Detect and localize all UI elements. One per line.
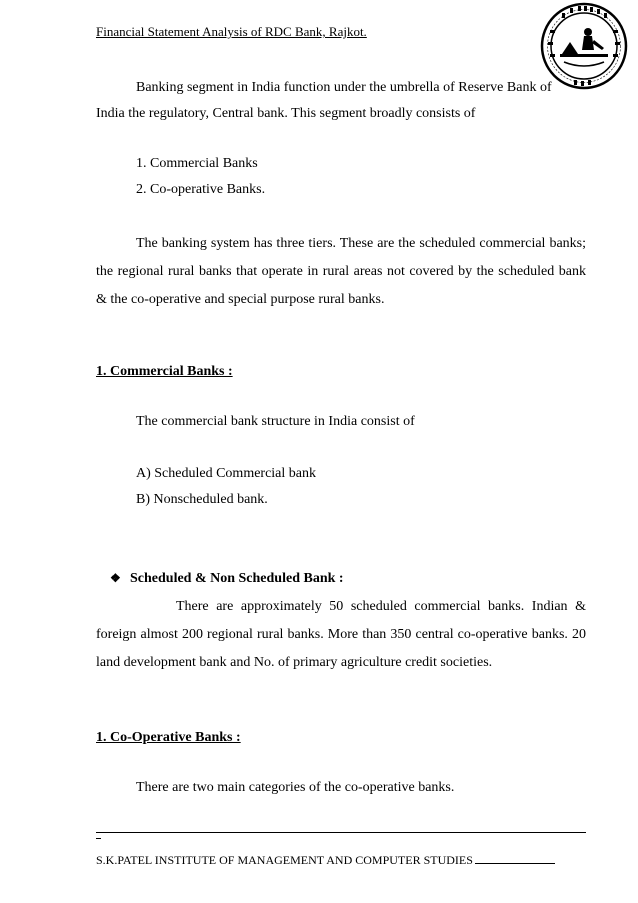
- footer-underline: [475, 853, 555, 864]
- list-item: 2. Co-operative Banks.: [136, 182, 266, 197]
- diamond-bullet-icon: ❖: [110, 571, 121, 585]
- page-header-title: Financial Statement Analysis of RDC Bank, Rajkot.: [96, 24, 367, 39]
- cooperative-intro: There are two main categories of the co-operative banks.: [136, 780, 455, 795]
- footer-institute-name: S.K.PATEL INSTITUTE OF MANAGEMENT AND COMPUTER STUDIES: [96, 853, 473, 867]
- footer-rule: [96, 832, 586, 833]
- intro-line-1: Banking segment in India function under the umbrella of Reserve Bank of: [136, 80, 552, 95]
- list-item: 1. Commercial Banks: [136, 156, 258, 171]
- list-item: B) Nonscheduled bank.: [136, 492, 268, 507]
- tiers-paragraph: The banking system has three tiers. These are the scheduled commercial banks; the regional rural banks that operate in rural areas not covered by the scheduled bank & the co-operative and special purpose rural banks.: [96, 236, 586, 307]
- intro-line-2: India the regulatory, Central bank. This segment broadly consists of: [96, 106, 476, 121]
- scheduled-heading-text: Scheduled & Non Scheduled Bank :: [130, 571, 344, 586]
- commercial-intro: The commercial bank structure in India consist of: [136, 414, 415, 429]
- list-item: A) Scheduled Commercial bank: [136, 466, 317, 481]
- footer-tick: [96, 838, 101, 839]
- section-heading-cooperative-banks: 1. Co-Operative Banks :: [96, 730, 241, 745]
- section-heading-scheduled: [110, 571, 344, 587]
- scheduled-paragraph: There are approximately 50 scheduled commercial banks. Indian & foreign almost 200 regional rural banks. More than 350 central co-operative banks. 20 land development bank and No. of primary agriculture credit societies.: [96, 599, 586, 670]
- bank-seal-logo: [540, 2, 628, 90]
- section-heading-commercial-banks: 1. Commercial Banks :: [96, 364, 233, 379]
- footer: [96, 853, 555, 868]
